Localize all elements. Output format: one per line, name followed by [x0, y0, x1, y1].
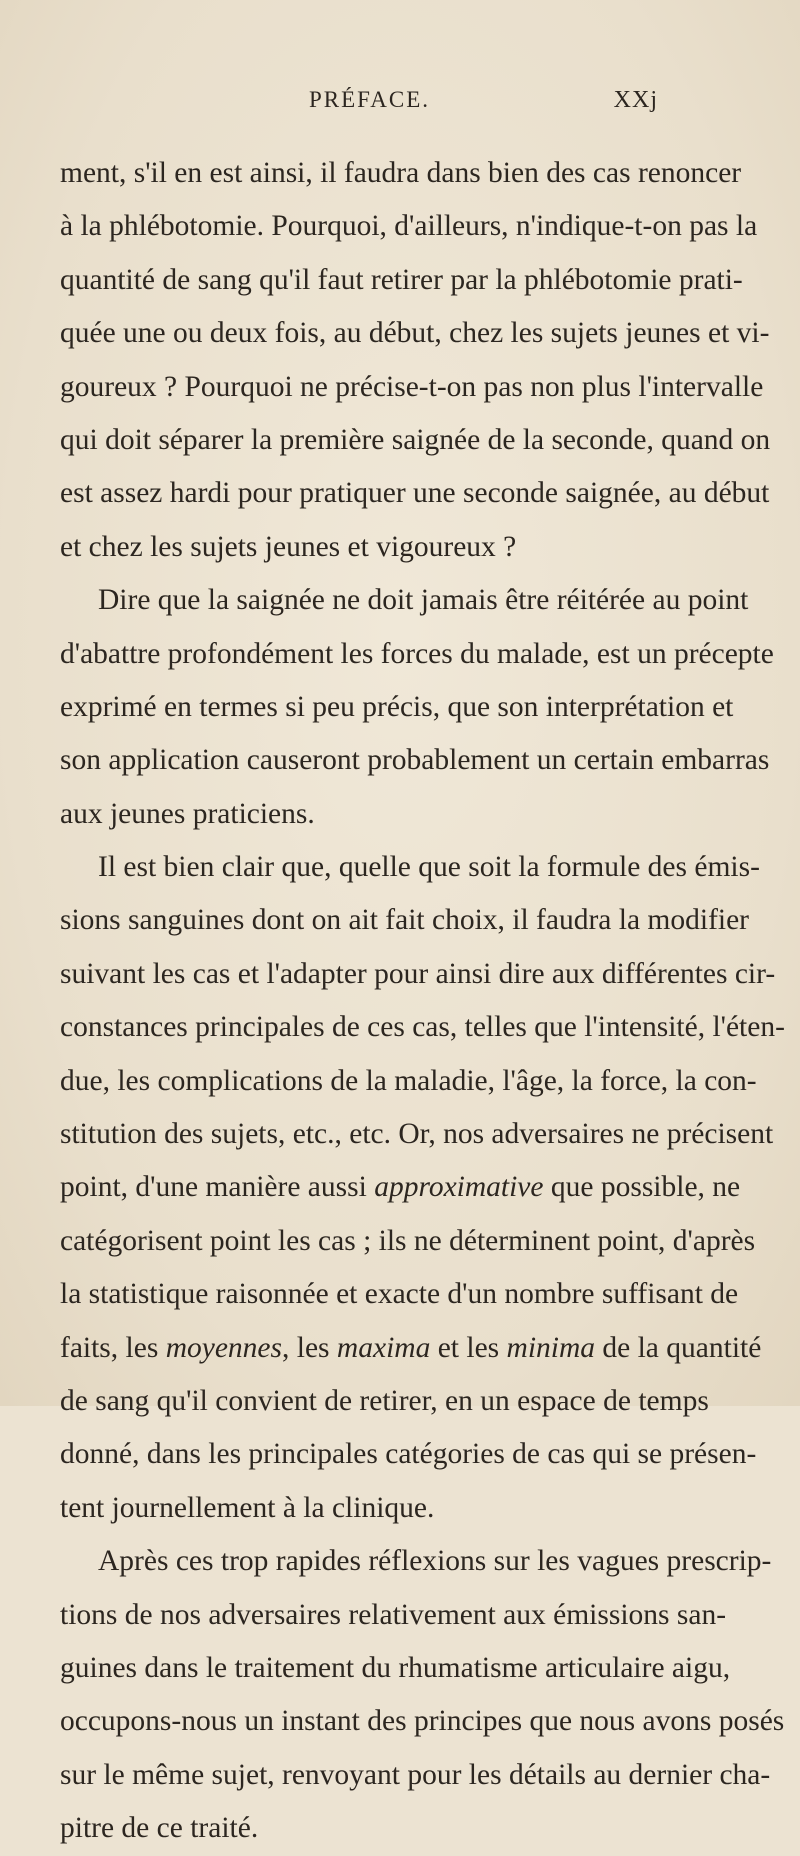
text-line: donné, dans les principales catégories de cas qui se présen- [60, 1438, 757, 1471]
text-line: sur le même sujet, renvoyant pour les détails au dernier cha- [60, 1758, 771, 1791]
text-line: guines dans le traitement du rhumatisme articulaire aigu, [60, 1651, 731, 1684]
text-line: est assez hardi pour pratiquer une seconde saignée, au début [60, 477, 770, 510]
text-line: due, les complications de la maladie, l'âge, la force, la con- [60, 1064, 757, 1097]
italic-term: moyennes [165, 1331, 283, 1364]
text-line: quantité de sang qu'il faut retirer par la phlébotomie prati- [60, 263, 743, 296]
text-line: exprimé en termes si peu précis, que son interprétation et [60, 690, 734, 723]
text-line: à la phlébotomie. Pourquoi, d'ailleurs, n'indique-t-on pas la [60, 210, 758, 243]
text-line: quée une ou deux fois, au début, chez les sujets jeunes et vi- [60, 317, 770, 350]
text-line: constances principales de ces cas, telles que l'intensité, l'éten- [60, 1011, 785, 1044]
text-line: occupons-nous un instant des principes que nous avons posés [60, 1705, 785, 1738]
text-line: stitution des sujets, etc., etc. Or, nos adversaires ne précisent [60, 1118, 774, 1151]
page-number: XXj [613, 87, 658, 113]
text-segment: de la quantité [602, 1331, 762, 1364]
text-line: la statistique raisonnée et exacte d'un nombre suffisant de [60, 1278, 739, 1311]
italic-term: minima [506, 1331, 596, 1364]
text-segment: point, d'une manière aussi [60, 1171, 367, 1204]
text-line: son application causeront probablement un certain embarras [60, 744, 770, 777]
text-segment: faits, les [60, 1331, 159, 1364]
paragraph-first-line: Il est bien clair que, quelle que soit la formule des émis- [98, 851, 760, 884]
paragraph-first-line: Dire que la saignée ne doit jamais être réitérée au point [98, 584, 749, 617]
text-segment: que possible, ne [550, 1171, 741, 1204]
text-line: tent journellement à la clinique. [60, 1491, 435, 1524]
page-header [180, 82, 658, 118]
italic-term: approximative [374, 1171, 544, 1204]
text-line: qui doit séparer la première saignée de la seconde, quand on [60, 423, 771, 456]
text-line: goureux ? Pourquoi ne précise-t-on pas non plus l'intervalle [60, 370, 764, 403]
text-line [60, 1322, 762, 1375]
text-segment: et les [437, 1331, 500, 1364]
text-segment: , les [282, 1331, 330, 1364]
text-line: tions de nos adversaires relativement aux émissions san- [60, 1598, 727, 1631]
text-line: d'abattre profondément les forces du malade, est un précepte [60, 637, 774, 670]
text-line: aux jeunes praticiens. [60, 797, 315, 830]
paragraph-first-line: Après ces trop rapides réflexions sur les vagues prescrip- [98, 1545, 772, 1578]
text-line [60, 1161, 741, 1214]
running-head: PRÉFACE. [309, 87, 431, 112]
text-line: pitre de ce traité. [60, 1812, 259, 1845]
italic-term: maxima [336, 1331, 431, 1364]
text-line: sions sanguines dont on ait fait choix, il faudra la modifier [60, 904, 750, 937]
text-line: et chez les sujets jeunes et vigoureux ? [60, 530, 517, 563]
text-line: ment, s'il en est ainsi, il faudra dans bien des cas renoncer [60, 157, 742, 189]
body-text [60, 147, 785, 1856]
text-line: de sang qu'il convient de retirer, en un espace de temps [60, 1384, 709, 1417]
text-line: catégorisent point les cas ; ils ne déterminent point, d'après [60, 1224, 756, 1257]
text-line: suivant les cas et l'adapter pour ainsi dire aux différentes cir- [60, 957, 776, 990]
